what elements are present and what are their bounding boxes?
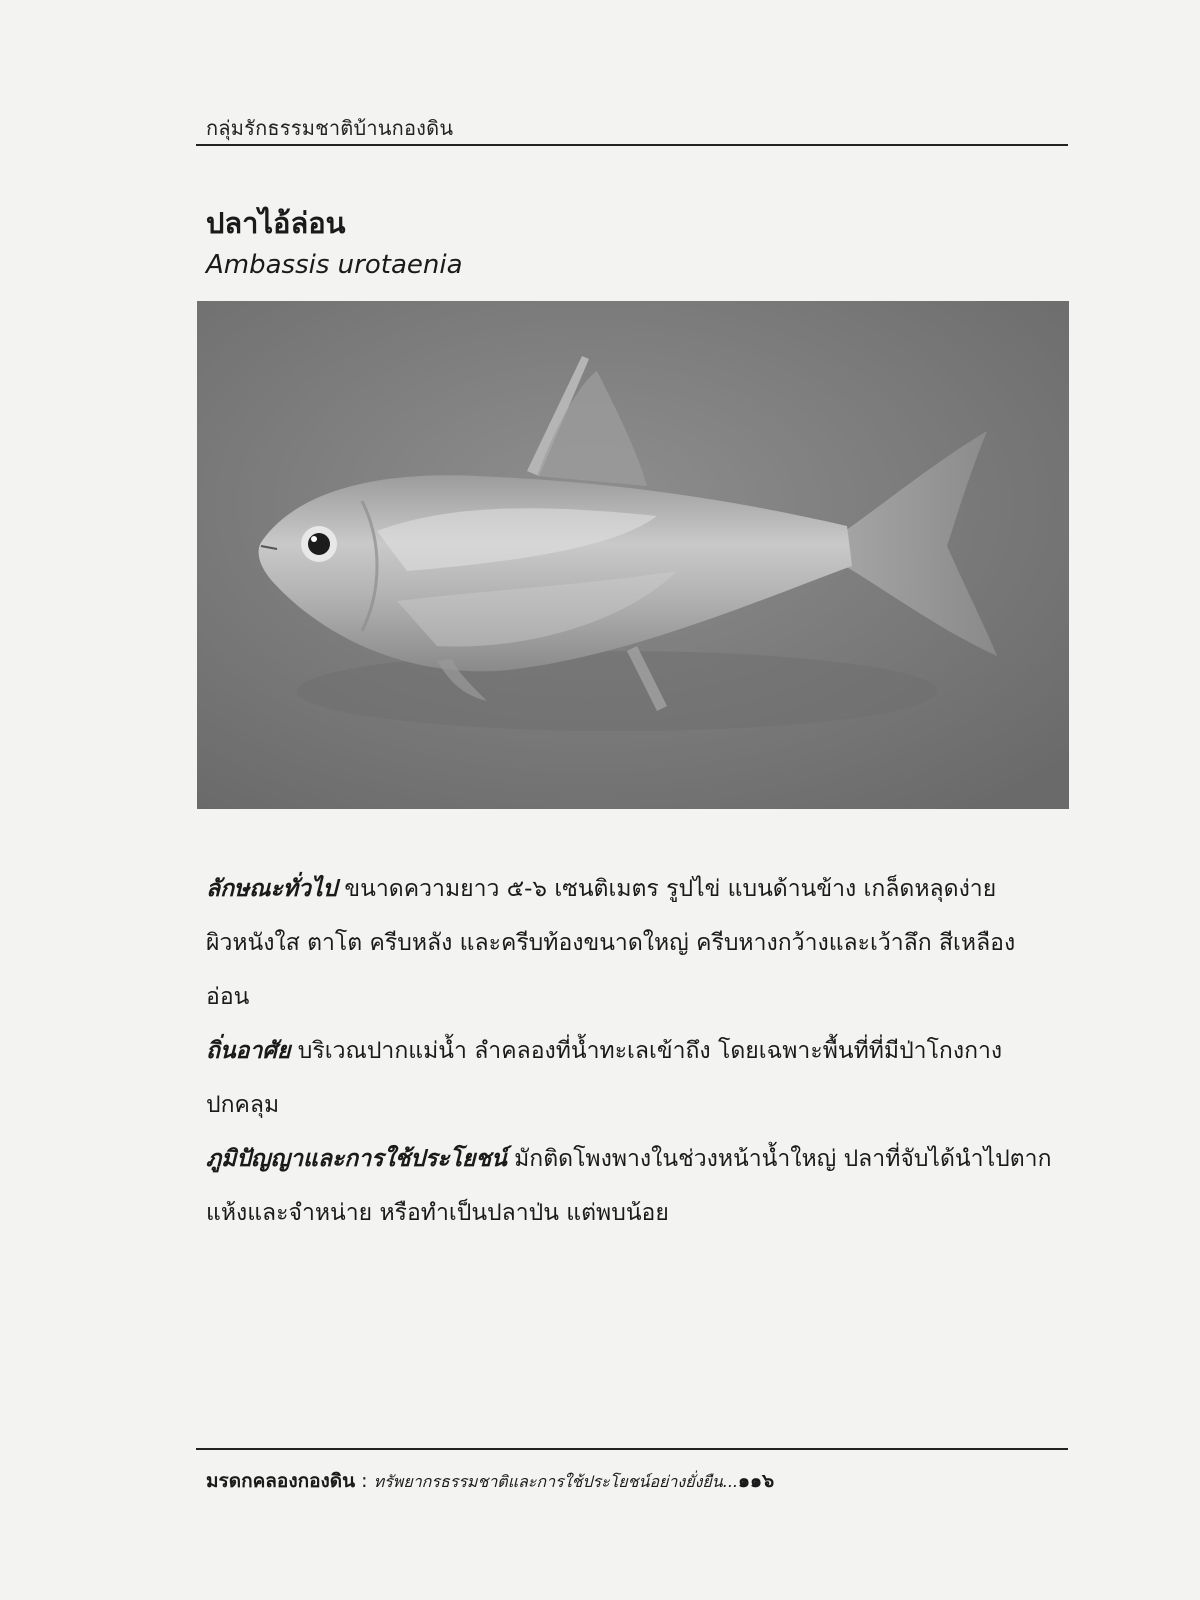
species-title: ปลาไอ้ล่อน: [206, 206, 346, 240]
footer-ellipsis: ...: [722, 1472, 738, 1491]
section-body: ขนาดความยาว ๕-๖ เซนติเมตร รูปไข่ แบนด้านข้าง เกล็ดหลุดง่าย ผิวหนังใส ตาโต ครีบหลัง และครีบท้องขนาดใหญ่ ครีบหางกว้างและเว้าลึก สีเหลืองอ่อน: [206, 876, 1016, 1010]
section-body: บริเวณปากแม่น้ำ ลำคลองที่น้ำทะเลเข้าถึง โดยเฉพาะพื้นที่ที่มีป่าโกงกางปกคลุม: [206, 1038, 1003, 1118]
section-heading: ถิ่นอาศัย: [206, 1038, 291, 1064]
section-general: [206, 862, 1056, 1024]
description-text: [206, 862, 1056, 1240]
section-heading: ภูมิปัญญาและการใช้ประโยชน์: [206, 1146, 507, 1172]
section-body: มักติดโพงพางในช่วงหน้าน้ำใหญ่ ปลาที่จับได้นำไปตากแห้งและจำหน่าย หรือทำเป็นปลาป่น แต่พบน้อย: [206, 1146, 1052, 1226]
header-rule: [196, 144, 1068, 146]
footer-book-title: มรดกคลองกองดิน: [206, 1470, 356, 1492]
section-habitat: [206, 1024, 1056, 1132]
footer-separator: :: [355, 1470, 374, 1492]
page-number: ๑๑๖: [738, 1470, 775, 1492]
section-uses: [206, 1132, 1056, 1240]
footer-rule: [196, 1448, 1068, 1450]
section-heading: ลักษณะทั่วไป: [206, 876, 338, 902]
page-footer: [206, 1466, 774, 1496]
fish-photo: [197, 301, 1069, 809]
footer-subtitle: ทรัพยากรธรรมชาติและการใช้ประโยชน์อย่างยั่งยืน: [373, 1472, 723, 1491]
scientific-name: Ambassis urotaenia: [206, 250, 463, 280]
running-head: กลุ่มรักธรรมชาติบ้านกองดิน: [206, 116, 454, 140]
